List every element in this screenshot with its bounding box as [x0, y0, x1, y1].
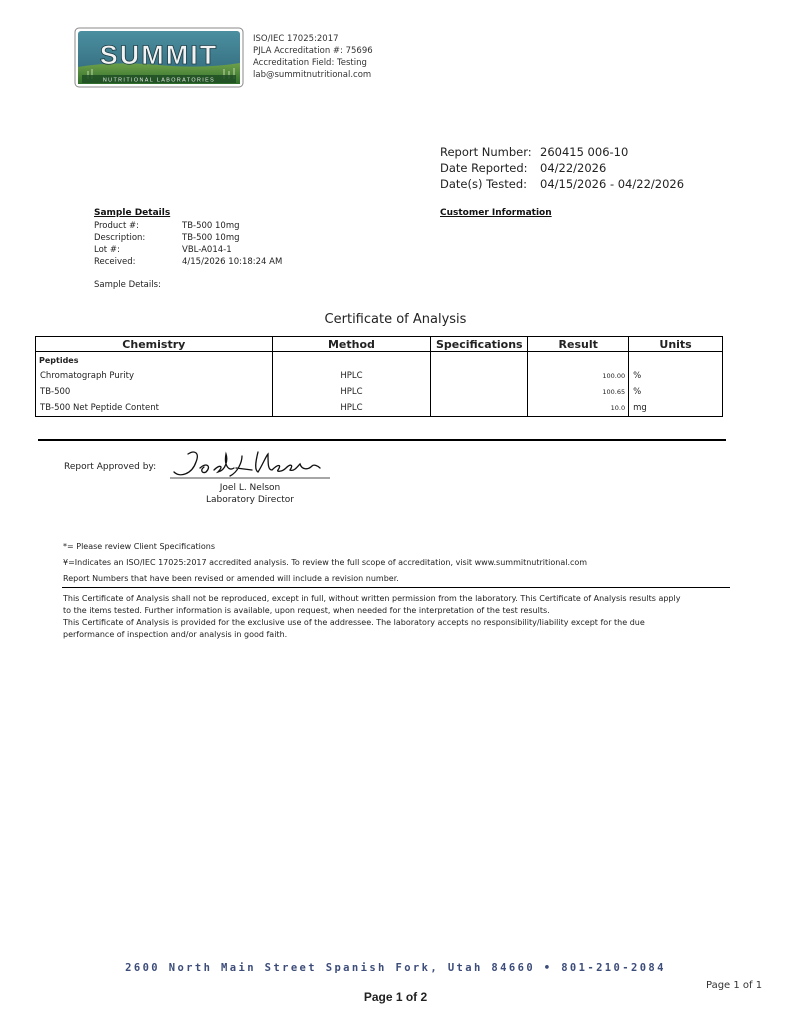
note-line: Report Numbers that have been revised or amended will include a revision number. [63, 574, 399, 583]
report-number-value: 260415 006-10 [540, 145, 629, 159]
header-line: PJLA Accreditation #: 75696 [253, 46, 373, 56]
chemistry-cell: Chromatograph Purity [36, 368, 273, 384]
lot-label: Lot #: [94, 245, 120, 255]
description-value: TB-500 10mg [182, 233, 240, 243]
results-table [35, 336, 723, 417]
method-cell: HPLC [272, 384, 431, 400]
col-specifications: Specifications [431, 337, 528, 352]
divider [62, 587, 730, 588]
product-value: TB-500 10mg [182, 221, 240, 231]
table-row [36, 384, 723, 400]
approver-name: Joel L. Nelson [219, 483, 281, 493]
units-cell: % [629, 368, 723, 384]
header-line: lab@summitnutritional.com [253, 70, 372, 80]
header-line: Accreditation Field: Testing [253, 58, 367, 68]
result-cell: 100.65 [528, 384, 629, 400]
table-group-row [36, 352, 723, 369]
result-cell: 100.00 [528, 368, 629, 384]
table-row [36, 400, 723, 417]
page-number-center: Page 1 of 2 [363, 990, 428, 1004]
method-cell: HPLC [272, 400, 431, 417]
description-label: Description: [94, 233, 146, 243]
lot-value: VBL-A014-1 [182, 245, 232, 255]
report-info [440, 144, 684, 192]
chemistry-cell: TB-500 Net Peptide Content [36, 400, 273, 417]
approved-by-label: Report Approved by: [64, 462, 157, 472]
col-chemistry: Chemistry [36, 337, 273, 352]
notes [63, 539, 587, 587]
spec-cell [431, 368, 528, 384]
divider [38, 439, 726, 441]
chemistry-cell: TB-500 [36, 384, 273, 400]
disclaimer-line: performance of inspection and/or analysis in good faith. [63, 630, 288, 639]
table-row [36, 368, 723, 384]
received-label: Received: [94, 257, 136, 267]
signature-graphic [170, 448, 330, 484]
disclaimer-line: This Certificate of Analysis is provided for the exclusive use of the addressee. The laboratory accepts no responsibility/liability except for the due [63, 618, 645, 627]
table-header-row [36, 337, 723, 352]
header-line: ISO/IEC 17025:2017 [253, 34, 339, 44]
page-number-right: Page 1 of 1 [706, 980, 763, 991]
approver [190, 482, 310, 506]
disclaimer-line: to the items tested. Further information is available, upon request, when needed for the interpretation of the test results. [63, 606, 550, 615]
note-line: ¥=Indicates an ISO/IEC 17025:2017 accredited analysis. To review the full scope of accreditation, visit www.summitnutritional.com [63, 558, 588, 567]
summit-logo [74, 27, 244, 88]
report-number-label: Report Number: [440, 145, 532, 159]
col-result: Result [528, 337, 629, 352]
date-reported-value: 04/22/2026 [540, 161, 607, 175]
col-units: Units [629, 337, 723, 352]
disclaimer [63, 593, 680, 641]
note-line: *= Please review Client Specifications [63, 542, 215, 551]
signature [170, 448, 330, 484]
result-cell: 10.0 [528, 400, 629, 417]
sample-details [94, 208, 282, 291]
footer-address: 2600 North Main Street Spanish Fork, Utah 84660 • 801-210-2084 [125, 962, 666, 974]
spec-cell [431, 400, 528, 417]
method-cell: HPLC [272, 368, 431, 384]
sample-details-title: Sample Details [94, 208, 171, 218]
units-cell: mg [629, 400, 723, 417]
dates-tested-label: Date(s) Tested: [440, 177, 528, 191]
col-method: Method [272, 337, 431, 352]
sample-details-label: Sample Details: [94, 280, 161, 290]
logo-wordmark: SUMMIT [99, 40, 219, 70]
customer-info-title: Customer Information [440, 208, 552, 218]
spec-cell [431, 384, 528, 400]
certificate-title: Certificate of Analysis [324, 312, 467, 327]
logo-tagline: NUTRITIONAL LABORATORIES [102, 77, 216, 84]
dates-tested-value: 04/15/2026 - 04/22/2026 [540, 177, 685, 191]
received-value: 4/15/2026 10:18:24 AM [182, 257, 283, 267]
logo-graphic [74, 27, 244, 88]
units-cell: % [629, 384, 723, 400]
approver-title: Laboratory Director [205, 495, 295, 505]
disclaimer-line: This Certificate of Analysis shall not be reproduced, except in full, without written permission from the laboratory. This Certificate of Analysis results apply [63, 594, 681, 603]
header-info [253, 33, 373, 81]
product-label: Product #: [94, 221, 139, 231]
group-peptides: Peptides [36, 352, 273, 369]
date-reported-label: Date Reported: [440, 161, 528, 175]
